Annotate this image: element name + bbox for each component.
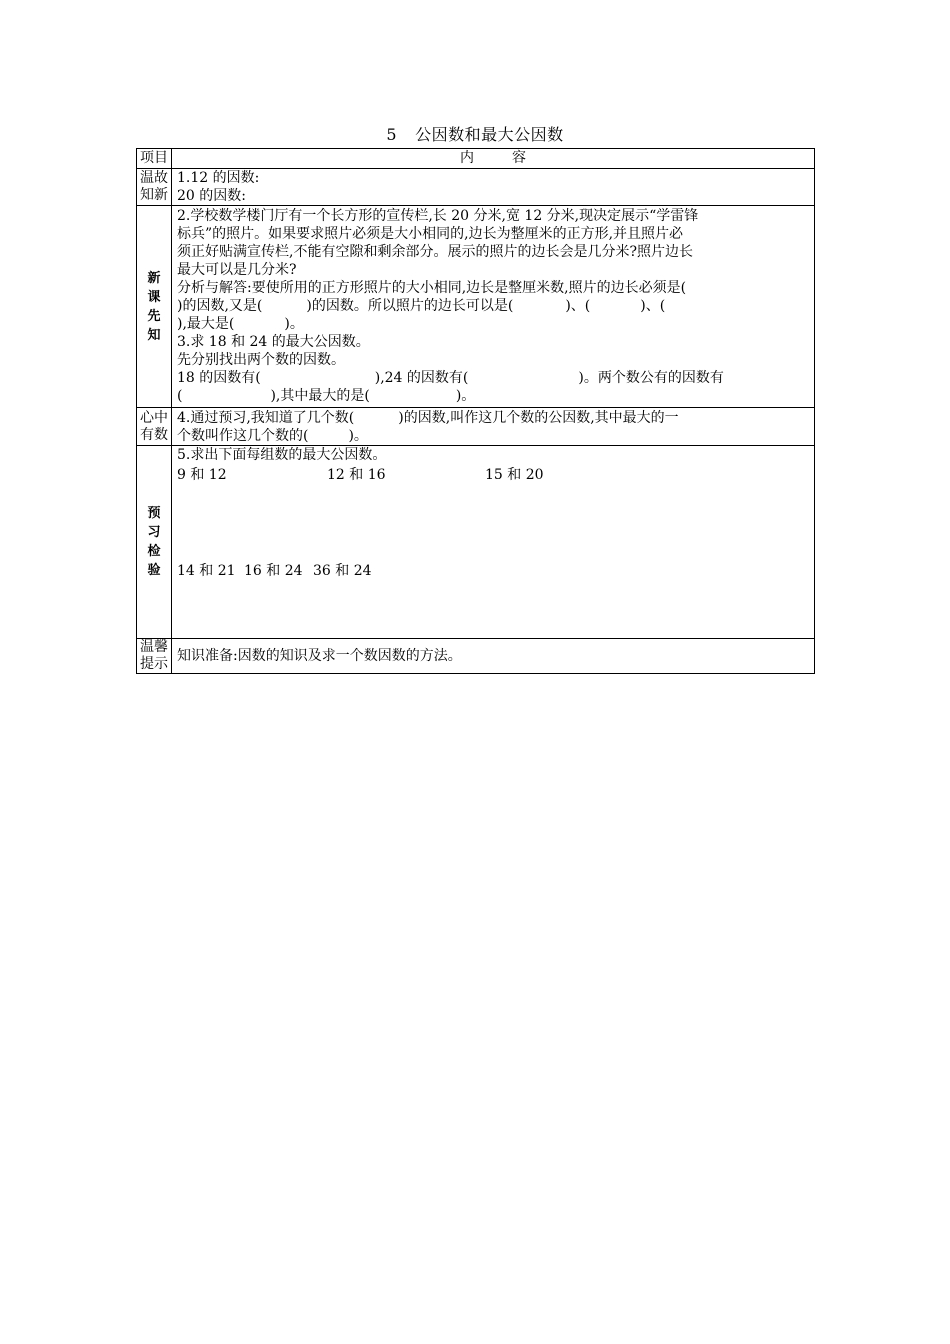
analysis-3b: )。 [284, 316, 304, 332]
check-content [172, 446, 815, 639]
title-number: 5 [386, 125, 398, 144]
page-title [0, 122, 950, 145]
mind-line-2 [177, 427, 809, 445]
header-content-b: 容 [512, 150, 526, 166]
table-header-row [137, 149, 815, 169]
tip-content [172, 639, 815, 674]
pair-top-1: 9 和 12 [177, 467, 227, 483]
q3-4a: ( [177, 388, 183, 404]
tip-text: 知识准备:因数的知识及求一个数因数的方法。 [177, 648, 462, 664]
table-row [137, 639, 815, 674]
worksheet-table [136, 148, 815, 674]
q2-line-4: 最大可以是几分米? [177, 262, 297, 278]
q3-line-4 [177, 387, 809, 405]
analysis-2c: )、( [565, 298, 591, 314]
table-row [137, 408, 815, 446]
q2-line-2: 标兵”的照片。如果要求照片必须是大小相同的,边长为整厘米的正方形,并且照片必 [177, 226, 684, 242]
table-row [137, 169, 815, 206]
q2-line-1: 2.学校数学楼门厅有一个长方形的宣传栏,长 20 分米,宽 12 分米,现决定展示“学雷锋 [177, 208, 699, 224]
mind-content [172, 408, 815, 446]
row-label-check [137, 446, 172, 639]
row-label-new-lesson [137, 206, 172, 408]
q2-line-3: 须正好贴满宣传栏,不能有空隙和剩余部分。展示的照片的边长会是几分米?照片边长 [177, 244, 693, 260]
q3-3b: ),24 的因数有( [374, 370, 469, 386]
check-label-text: 预习检验 [147, 506, 161, 578]
pair-bottom-3: 36 和 24 [313, 563, 372, 579]
title-text: 公因数和最大公因数 [415, 125, 564, 144]
analysis-line-1: 分析与解答:要使所用的正方形照片的大小相同,边长是整厘米数,照片的边长必须是( [177, 280, 687, 296]
header-content-a: 内 [460, 150, 474, 166]
table-row [137, 206, 815, 408]
new-lesson-content [172, 206, 815, 408]
row-label-mind: 心中有数 [137, 408, 172, 446]
analysis-3a: ),最大是( [177, 316, 235, 332]
analysis-line-3 [177, 315, 809, 333]
row-label-tip: 温馨提示 [137, 639, 172, 674]
mind-1a: 4.通过预习,我知道了几个数( [177, 410, 355, 426]
q3-line-3 [177, 369, 809, 387]
review-line-2: 20 的因数: [177, 188, 246, 204]
mind-line-1 [177, 409, 809, 427]
pair-bottom-2: 16 和 24 [244, 563, 303, 579]
pair-top-2: 12 和 16 [327, 467, 386, 483]
q3-line-2: 先分别找出两个数的因数。 [177, 352, 345, 368]
analysis-2d: )、( [640, 298, 666, 314]
analysis-line-2 [177, 297, 809, 315]
row-label-review: 温故知新 [137, 169, 172, 206]
header-content-cell [172, 149, 815, 169]
q5-line: 5.求出下面每组数的最大公因数。 [177, 447, 387, 463]
pair-top-3: 15 和 20 [485, 467, 544, 483]
review-content [172, 169, 815, 206]
analysis-2a: )的因数,又是( [177, 298, 263, 314]
pair-bottom-1: 14 和 21 [177, 563, 236, 579]
mind-1b: )的因数,叫作这几个数的公因数,其中最大的一 [398, 410, 679, 426]
mind-2a: 个数叫作这几个数的( [177, 428, 309, 444]
analysis-2b: )的因数。所以照片的边长可以是( [306, 298, 514, 314]
table-row [137, 446, 815, 639]
q3-3a: 18 的因数有( [177, 370, 261, 386]
q3-4c: )。 [455, 388, 476, 404]
mind-2b: )。 [348, 428, 368, 444]
q3-3c: )。两个数公有的因数有 [578, 370, 724, 386]
q3-4b: ),其中最大的是( [270, 388, 370, 404]
new-lesson-label-text: 新课先知 [147, 270, 161, 343]
header-item-cell: 项目 [137, 149, 172, 169]
q3-line-1: 3.求 18 和 24 的最大公因数。 [177, 334, 370, 350]
review-line-1: 1.12 的因数: [177, 170, 260, 186]
